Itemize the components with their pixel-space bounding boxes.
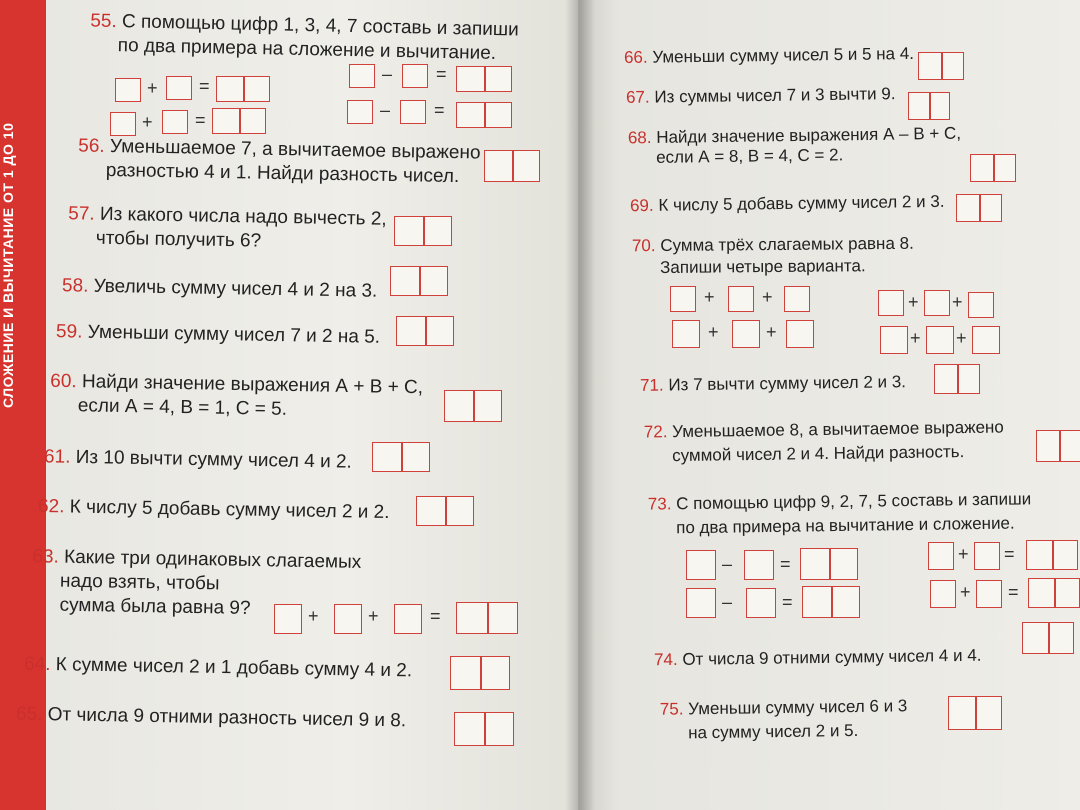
answer-box[interactable]	[878, 290, 904, 316]
answer-box-double[interactable]	[390, 266, 448, 296]
exercise-65: 65. От числа 9 отними разность чисел 9 и 8.	[15, 703, 407, 732]
answer-box-double[interactable]	[394, 216, 452, 246]
exercise-62: 62. К числу 5 добавь сумму чисел 2 и 2.	[37, 495, 390, 524]
answer-box[interactable]	[732, 320, 760, 348]
answer-box[interactable]	[926, 326, 954, 354]
answer-box-double[interactable]	[970, 154, 1016, 182]
answer-box-double[interactable]	[212, 108, 266, 134]
answer-box-double[interactable]	[372, 442, 430, 472]
chapter-side-band	[0, 0, 46, 810]
answer-box-double[interactable]	[396, 316, 454, 346]
exercise-60: 60. Найди значение выражения А + В + С, если А = 4, В = 1, С = 5.	[50, 370, 424, 420]
answer-box[interactable]	[400, 100, 426, 124]
answer-box[interactable]	[880, 326, 908, 354]
answer-box-double[interactable]	[216, 76, 270, 102]
answer-box[interactable]	[670, 286, 696, 312]
exercise-56: 56. Уменьшаемое 7, а вычитаемое выражено разностью 4 и 1. Найди разность чисел.	[78, 135, 481, 188]
answer-box[interactable]	[110, 112, 136, 136]
answer-box[interactable]	[744, 550, 774, 580]
answer-box[interactable]	[974, 542, 1000, 570]
answer-box[interactable]	[274, 604, 302, 634]
answer-box-double[interactable]	[416, 496, 474, 526]
answer-box-double[interactable]	[956, 194, 1002, 222]
answer-box[interactable]	[347, 100, 373, 124]
answer-box-double[interactable]	[456, 602, 518, 634]
exercise-75: 75. Уменьши сумму чисел 6 и 3 на сумму чисел 2 и 5.	[659, 696, 908, 743]
exercise-71: 71. Из 7 вычти сумму чисел 2 и 3.	[639, 372, 907, 395]
answer-box-double[interactable]	[934, 364, 980, 394]
exercise-72: 72. Уменьшаемое 8, а вычитаемое выражено суммой чисел 2 и 4. Найди разность.	[643, 417, 1004, 466]
answer-box-double[interactable]	[484, 150, 540, 182]
exercise-74: 74. От числа 9 отними сумму чисел 4 и 4.	[653, 645, 982, 670]
answer-box[interactable]	[402, 64, 428, 88]
answer-box-double[interactable]	[1028, 578, 1080, 608]
answer-box[interactable]	[746, 588, 776, 618]
answer-box-double[interactable]	[1026, 540, 1078, 570]
answer-box[interactable]	[166, 76, 192, 100]
exercise-70: 70. Сумма трёх слагаемых равна 8. Запиши четыре варианта.	[631, 233, 914, 277]
exercise-66: 66. Уменьши сумму чисел 5 и 5 на 4.	[623, 43, 915, 68]
exercise-69: 69. К числу 5 добавь сумму чисел 2 и 3.	[629, 191, 945, 216]
answer-box[interactable]	[976, 580, 1002, 608]
answer-box[interactable]	[672, 320, 700, 348]
answer-box-double[interactable]	[802, 586, 860, 618]
answer-box-double[interactable]	[1022, 622, 1074, 654]
exercise-63: 63. Какие три одинаковых слагаемых надо взять, чтобы сумма была равна 9?	[32, 546, 362, 619]
exercise-68: 68. Найди значение выражения А – В + С, если А = 8, В = 4, С = 2.	[627, 123, 962, 167]
answer-box[interactable]	[686, 588, 716, 618]
answer-box[interactable]	[924, 290, 950, 316]
answer-box[interactable]	[728, 286, 754, 312]
answer-box-double[interactable]	[450, 656, 510, 690]
answer-box-double[interactable]	[456, 66, 512, 92]
exercise-73: 73. С помощью цифр 9, 2, 7, 5 составь и запиши по два примера на вычитание и сложение.	[647, 489, 1032, 538]
answer-box-double[interactable]	[948, 696, 1002, 730]
exercise-59: 59. Уменьши сумму чисел 7 и 2 на 5.	[55, 321, 381, 348]
answer-box[interactable]	[928, 542, 954, 570]
answer-box-double[interactable]	[918, 52, 964, 80]
exercise-55: 55. С помощью цифр 1, 3, 4, 7 составь и запиши по два примера на сложение и вычитание.	[90, 10, 519, 65]
exercise-61: 61. Из 10 вычти сумму чисел 4 и 2.	[43, 446, 352, 473]
answer-box-double[interactable]	[456, 102, 512, 128]
exercise-67: 67. Из суммы чисел 7 и 3 вычти 9.	[625, 84, 896, 107]
book-gutter	[565, 0, 595, 810]
chapter-title: СЛОЖЕНИЕ И ВЫЧИТАНИЕ ОТ 1 ДО 10	[0, 122, 16, 408]
answer-box[interactable]	[968, 292, 994, 318]
answer-box-double[interactable]	[800, 548, 858, 580]
exercise-57: 57. Из какого числа надо вычесть 2, чтобы получить 6?	[68, 203, 387, 252]
exercise-64: 64. К сумме чисел 2 и 1 добавь сумму 4 и 2.	[23, 653, 413, 682]
answer-box[interactable]	[930, 580, 956, 608]
answer-box[interactable]	[115, 78, 141, 102]
answer-box-double[interactable]	[1036, 430, 1080, 462]
answer-box-double[interactable]	[454, 712, 514, 746]
answer-box-double[interactable]	[444, 390, 502, 422]
exercise-58: 58. Увеличь сумму чисел 4 и 2 на 3.	[61, 275, 378, 302]
right-page	[578, 0, 1080, 810]
answer-box[interactable]	[972, 326, 1000, 354]
answer-box[interactable]	[784, 286, 810, 312]
answer-box[interactable]	[349, 64, 375, 88]
answer-box[interactable]	[686, 550, 716, 580]
answer-box[interactable]	[334, 604, 362, 634]
answer-box[interactable]	[394, 604, 422, 634]
answer-box-double[interactable]	[908, 92, 950, 120]
answer-box[interactable]	[786, 320, 814, 348]
answer-box[interactable]	[162, 110, 188, 134]
